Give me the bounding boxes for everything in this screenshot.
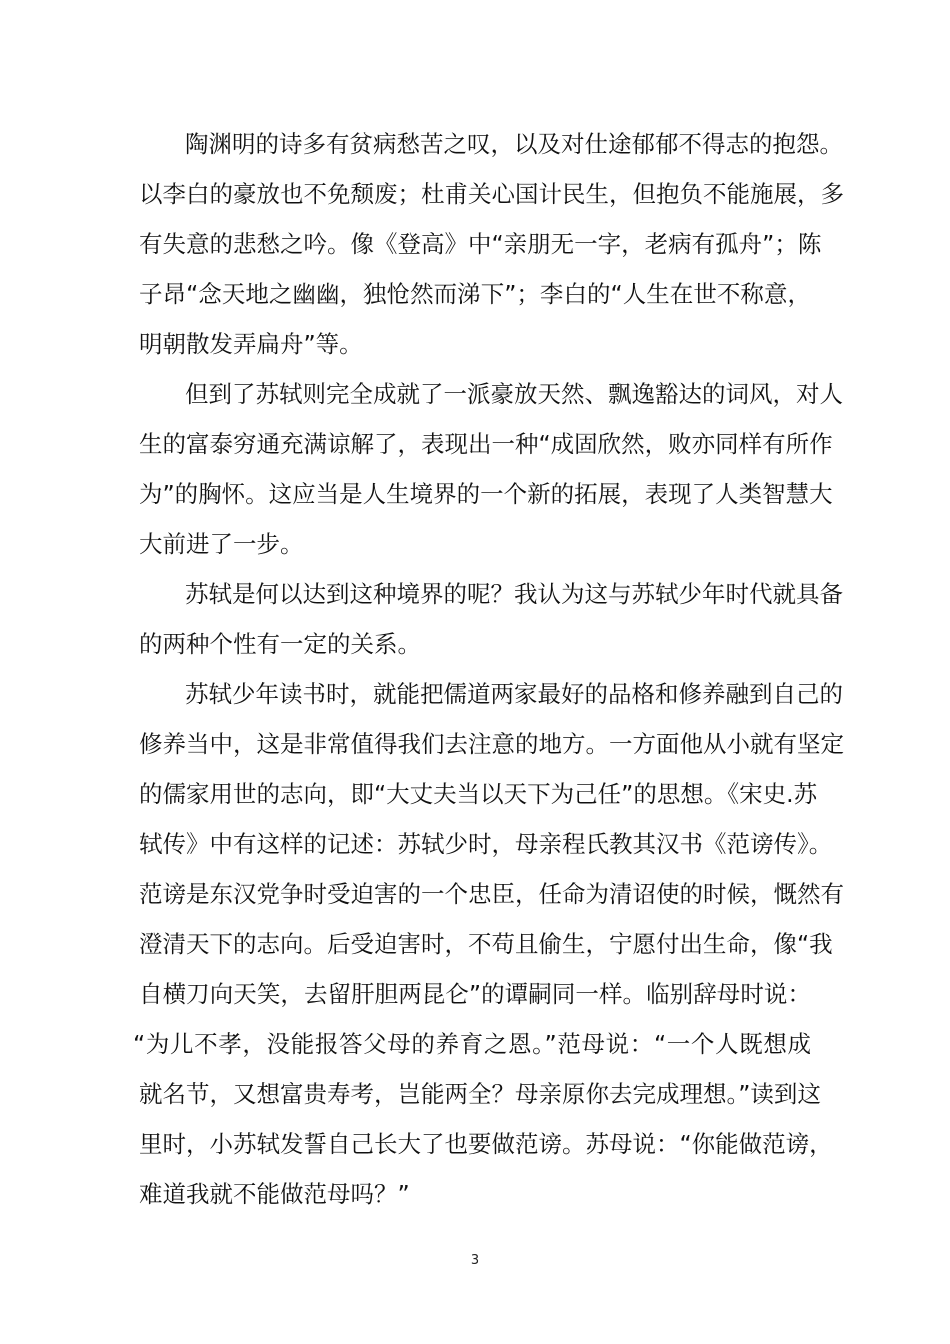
paragraph-2-line-2: 生的富泰穷通充满谅解了，表现出一种“成固欣然，败亦同样有所作 [139,430,833,458]
paragraph-4-line-11: 难道我就不能做范母吗？” [139,1180,410,1208]
paragraph-4-line-9: 就名节，又想富贵寿考，岂能两全？母亲原你去完成理想。”读到这 [139,1080,821,1108]
paragraph-4-line-1: 苏轼少年读书时，就能把儒道两家最好的品格和修养融到自己的 [185,680,843,708]
paragraph-4-line-2: 修养当中，这是非常值得我们去注意的地方。一方面他从小就有坚定 [139,730,844,758]
paragraph-4-line-7: 自横刀向天笑，去留肝胆两昆仑”的谭嗣同一样。临别辞母时说： [139,980,811,1008]
paragraph-1-line-1: 陶渊明的诗多有贫病愁苦之叹，以及对仕途郁郁不得志的抱怨。 [185,130,843,158]
paragraph-3-line-1: 苏轼是何以达到这种境界的呢？我认为这与苏轼少年时代就具备 [185,580,843,608]
paragraph-3-line-2: 的两种个性有一定的关系。 [139,630,421,658]
paragraph-1-line-4: 子昂“念天地之幽幽，独怆然而涕下”；李白的“人生在世不称意， [139,280,811,308]
paragraph-4-line-4: 轼传》中有这样的记述：苏轼少时，母亲程氏教其汉书《范谤传》。 [139,830,833,858]
paragraph-4-line-3: 的儒家用世的志向，即“大丈夫当以天下为己任”的思想。《宋史.苏 [139,780,818,808]
paragraph-2-line-4: 大前进了一步。 [139,530,304,558]
paragraph-4-line-8: “为儿不孝，没能报答父母的养育之恩。”范母说：“一个人既想成 [133,1030,811,1058]
paragraph-4-line-5: 范谤是东汉党争时受迫害的一个忠臣，任命为清诏使的时候，慨然有 [139,880,844,908]
page-number: 3 [470,1253,480,1268]
paragraph-4-line-10: 里时，小苏轼发誓自己长大了也要做范谤。苏母说：“你能做范谤， [139,1130,833,1158]
paragraph-1-line-3: 有失意的悲愁之吟。像《登高》中“亲朋无一字，老病有孤舟”；陈 [139,230,822,258]
paragraph-2-line-3: 为”的胸怀。这应当是人生境界的一个新的拓展，表现了人类智慧大 [139,480,833,508]
paragraph-1-line-5: 明朝散发弄扁舟”等。 [139,330,363,358]
paragraph-4-line-6: 澄清天下的志向。后受迫害时，不苟且偷生，宁愿付出生命，像“我 [139,930,833,958]
paragraph-1-line-2: 以李白的豪放也不免颓废；杜甫关心国计民生，但抱负不能施展，多 [139,180,844,208]
paragraph-2-line-1: 但到了苏轼则完全成就了一派豪放天然、飘逸豁达的词风，对人 [185,380,843,408]
